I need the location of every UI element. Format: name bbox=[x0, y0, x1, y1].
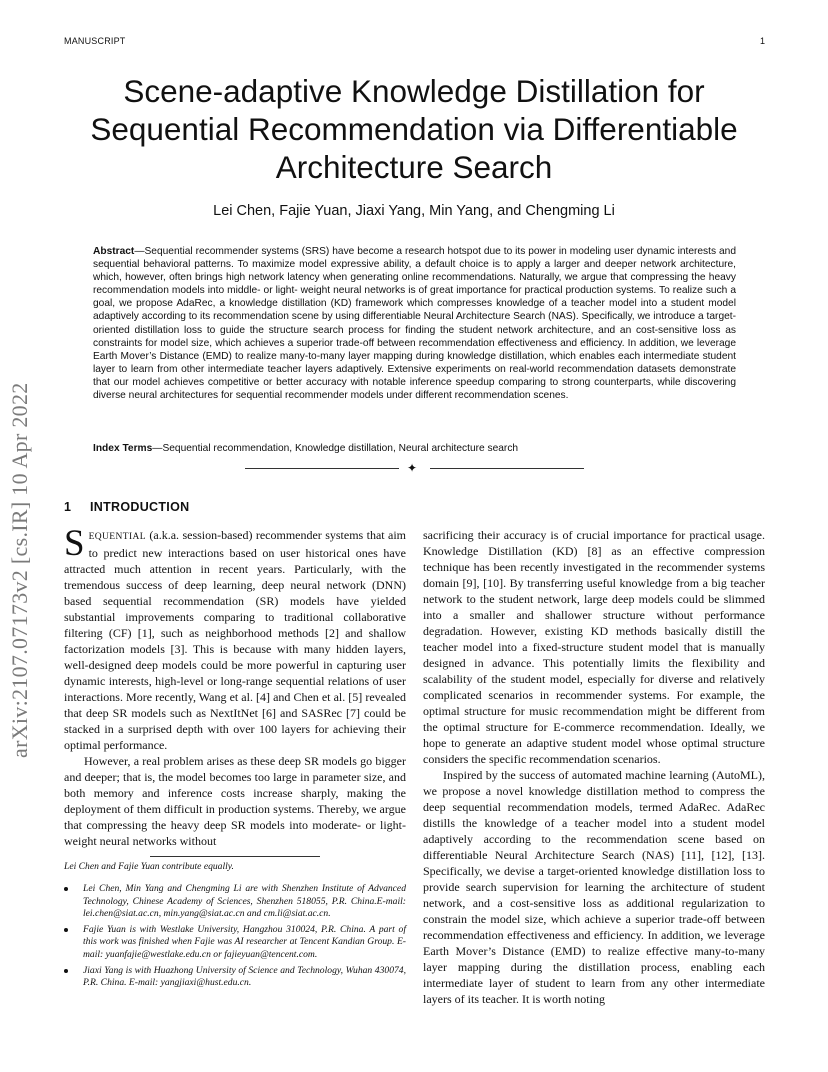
affiliation-text: Jiaxi Yang is with Huazhong University of Science and Technology, Wuhan 430074, P.R. China. E-mail: yangjiaxi@hust.edu.cn. bbox=[83, 965, 406, 989]
intro-paragraph-2: However, a real problem arises as these deep SR models go bigger and deeper; that is, the model becomes too large in parameter size, and both memory and inference costs increase sharply, making the deployment of them difficult in production systems. Thereby, we argue that compressing the heavy deep SR models into moderate- or light-weight neural networks without bbox=[64, 754, 406, 848]
affiliation-item bbox=[64, 924, 406, 961]
separator-rule-left bbox=[245, 468, 399, 469]
abstract-label: Abstract bbox=[93, 246, 135, 257]
affiliation-text: Fajie Yuan is with Westlake University, Hangzhou 310024, P.R. China. A part of this work was finished when Fajie was AI researcher at Tencent Kandian Group. E-mail: yuanfajie@westlake.edu.cn or fajieyuan@tencent.com. bbox=[83, 924, 406, 960]
page-number: 1 bbox=[759, 36, 765, 46]
affiliation-item bbox=[64, 965, 406, 990]
section-title: INTRODUCTION bbox=[90, 500, 190, 514]
right-column bbox=[423, 527, 765, 1007]
separator-rule-right bbox=[430, 468, 584, 469]
footnotes bbox=[64, 861, 406, 990]
intro-paragraph-4: Inspired by the success of automated machine learning (AutoML), we propose a novel knowledge distillation method to compress the deep sequential recommendation models, termed AdaRec. AdaRec distills the knowledge of a teacher model into a student model adaptively according to the recommendation scene based on differentiable Neural Architecture Search (NAS) [11], [12], [13]. Specifically, we devise a target-oriented knowledge distillation loss to provide search supervision for learning the architecture of student network, and a cost-sensitive loss as additional regularization to constrain the model size, which achieve a superior trade-off between recommendation effectiveness and efficiency. In addition, we leverage Earth Mover’s Distance (EMD) to realize effective many-to-many layer mapping during the distillation process, enabling each intermediate layer of student to learn from any other intermediate layers of its teacher. It is worth noting bbox=[423, 768, 765, 1006]
index-terms-label: Index Terms bbox=[93, 443, 153, 454]
separator-diamond-icon: ✦ bbox=[407, 461, 418, 475]
abstract-text: —Sequential recommender systems (SRS) have become a research hotspot due to its power in modeling user dynamic interests and sequential behavioral patterns. To maximize model expressive ability, a default choice is to apply a larger and deeper network architecture, which, however, often brings high network latency when generating online recommendations. Naturally, we argue that compressing the heavy recommendation models into middle- or light- weight neural networks is of great importance for practical production systems. To realize such a goal, we propose AdaRec, a knowledge distillation (KD) framework which compresses knowledge of a teacher model into a student model adaptively according to its recommendation scene by using differentiable Neural Architecture Search (NAS). Specifically, we introduce a target-oriented distillation loss to guide the structure search process for finding the student network architecture, and an cost-sensitive loss as constraints for model size, which achieves a superior trade-off between recommendation effectiveness and efficiency. In addition, we leverage Earth Mover’s Distance (EMD) to realize many-to-many layer mapping during knowledge distillation, which enables each intermediate student layer to learn from other intermediate teacher layers adaptively. Extensive experiments on real-world recommendation datasets demonstrate that our model achieves competitive or better accuracy with notable inference speedup comparing to strong counterparts, while discovering diverse neural architectures for sequential recommender models under different recommendation scenes. bbox=[93, 246, 736, 402]
left-column bbox=[64, 523, 406, 848]
footnote-equal-contribution: Lei Chen and Fajie Yuan contribute equally. bbox=[64, 861, 234, 872]
running-head: MANUSCRIPT bbox=[64, 36, 126, 46]
intro-paragraph-1 bbox=[64, 523, 406, 753]
drop-cap: S bbox=[64, 523, 85, 564]
affiliation-list bbox=[64, 883, 406, 989]
bullet-icon bbox=[64, 969, 68, 973]
lead-smallcaps: EQUENTIAL bbox=[88, 532, 146, 542]
footnote-rule bbox=[150, 856, 320, 857]
arxiv-side-stamp: arXiv:2107.07173v2 [cs.IR] 10 Apr 2022 bbox=[7, 382, 32, 758]
paper-title: Scene-adaptive Knowledge Distillation for Sequential Recommendation via Differentiable Architecture Search bbox=[90, 73, 738, 185]
section-number: 1 bbox=[64, 500, 71, 514]
index-terms bbox=[93, 442, 736, 455]
intro-paragraph-3: sacrificing their accuracy is of crucial importance for practical usage. Knowledge Distillation (KD) [8] as an effective compression technique has been recently investigated in the recommender systems domain [9], [10]. By transferring useful knowledge from a big teacher network to the student network, large deep models could be slimmed into a smaller and shallower structure without performance degradation. However, existing KD methods basically distill the teacher model into a fixed-structure student model that is manually designed in advance. This potentially limits the flexibility and scalability of the student model, especially for diverse and relatively complicated scenarios in recommender systems. For example, the optimal structure for music recommendation might be different from the optimal structure for E-commerce recommendation. Ideally, we hope to generate an adaptive student model whose optimal structure considers the specific recommendation scenarios. bbox=[423, 528, 765, 766]
author-list: Lei Chen, Fajie Yuan, Jiaxi Yang, Min Yang, and Chengming Li bbox=[213, 203, 615, 219]
bullet-icon bbox=[64, 928, 68, 932]
intro-paragraph-1-text: (a.k.a. session-based) recommender systems that aim to predict new interactions based on user historical ones have attracted much attention in recent years. Particularly, with the tremendous success of deep learning, deep neural network (DNN) based sequential recommendation (SR) models have yielded substantial improvements comparing to traditional collaborative filtering (CF) [1], such as neighborhood methods [2] and shallow factorization models [3]. This is because with many hidden layers, well-designed deep models could be more powerful in capturing user dynamic interests, high-level or long-range sequential relations of user interactions. More recently, Wang et al. [4] and Chen et al. [5] revealed that deep SR models such as NextItNet [6] and SASRec [7] could be stacked in a surprised depth with over 100 layers for achieving their optimal performance. bbox=[64, 528, 406, 752]
abstract bbox=[93, 245, 736, 402]
affiliation-item bbox=[64, 883, 406, 920]
affiliation-text: Lei Chen, Min Yang and Chengming Li are with Shenzhen Institute of Advanced Technology, Chinese Academy of Sciences, Shenzhen 518055, P.R. China.E-mail: lei.chen@siat.ac.cn, min.yang@siat.ac.cn and cm.li@siat.ac.cn. bbox=[83, 883, 406, 919]
index-terms-text: —Sequential recommendation, Knowledge distillation, Neural architecture search bbox=[152, 443, 519, 454]
bullet-icon bbox=[64, 887, 68, 891]
